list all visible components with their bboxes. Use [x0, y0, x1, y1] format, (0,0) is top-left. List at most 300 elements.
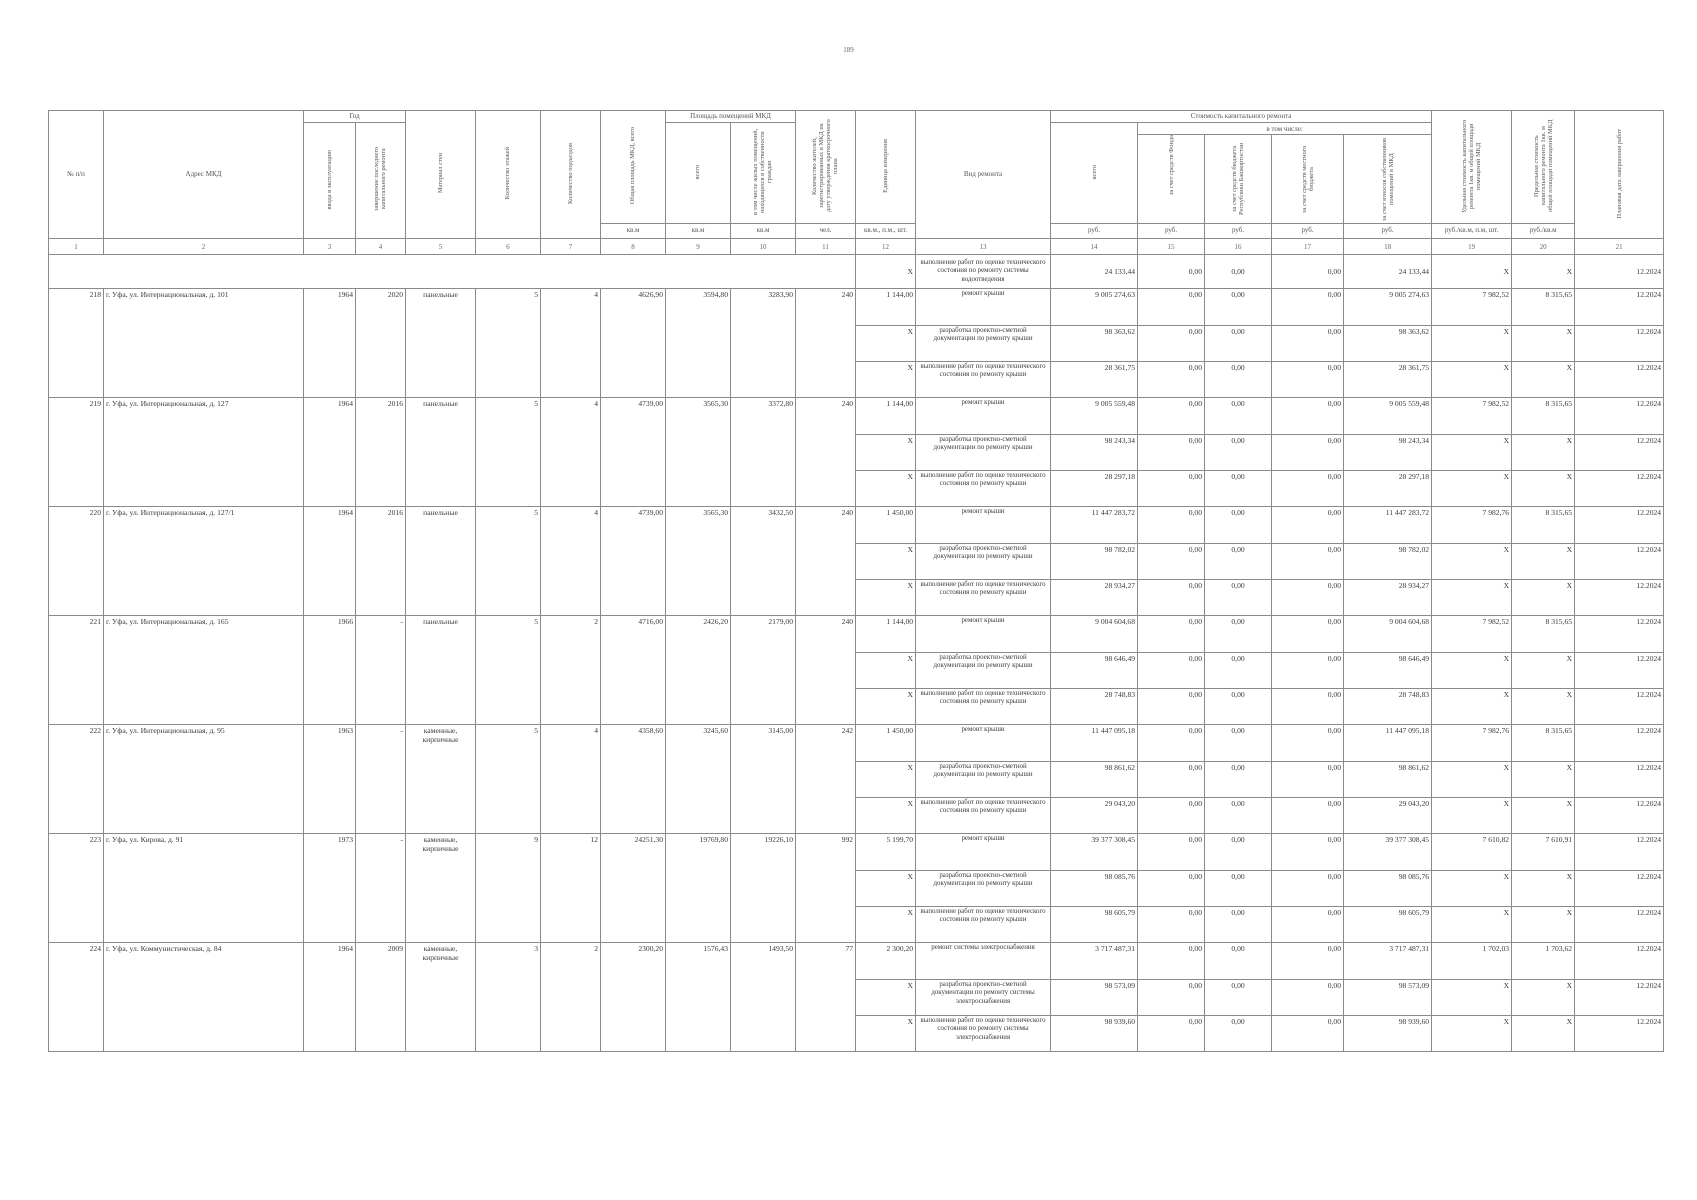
unit-residents: чел.	[796, 224, 856, 239]
cell-cost-republic: 0,00	[1205, 507, 1272, 544]
cell-limit-cost: X	[1512, 580, 1575, 616]
cell-cost-total: 98 085,76	[1051, 871, 1138, 907]
cell-deadline: 12.2024	[1575, 871, 1664, 907]
cell-cost-fund: 0,00	[1138, 255, 1205, 289]
cell-no: 221	[49, 616, 104, 725]
header-address: Адрес МКД	[104, 111, 304, 239]
cell-deadline: 12.2024	[1575, 435, 1664, 471]
cell-work: ремонт крыши	[916, 616, 1051, 653]
header-residents: Количество жителей, зарегистрированных в МКД на дату утверждения краткосрочного плана	[796, 111, 856, 224]
cell-cost-owners: 98 782,02	[1344, 544, 1432, 580]
cell-deadline: 12.2024	[1575, 255, 1664, 289]
cell-deadline: 12.2024	[1575, 653, 1664, 689]
table-row	[49, 725, 1664, 762]
cell-limit-cost: X	[1512, 326, 1575, 362]
cell-year-built: 1973	[304, 834, 356, 943]
cell-cost-local: 0,00	[1272, 471, 1344, 507]
cell-cost-republic: 0,00	[1205, 762, 1272, 798]
cell-cost-fund: 0,00	[1138, 725, 1205, 762]
cell-address: г. Уфа, ул. Интернациональная, д. 165	[104, 616, 304, 725]
cell-cost-fund: 0,00	[1138, 1016, 1205, 1052]
cell-cost-owners: 28 748,83	[1344, 689, 1432, 725]
unit-premises-total: кв.м	[666, 224, 731, 239]
cell-limit-cost: X	[1512, 980, 1575, 1016]
header-cost-republic: за счет средств бюджета Республики Башкортостан	[1205, 135, 1272, 223]
cell-work: выполнение работ по оценке технического состояния по ремонту крыши	[916, 907, 1051, 943]
cell-unit: X	[856, 580, 916, 616]
cell-premises-owned: 3283,90	[731, 289, 796, 398]
column-number: 12	[856, 239, 916, 255]
cell-limit-cost: 8 315,65	[1512, 398, 1575, 435]
cell-floors: 3	[476, 943, 541, 1052]
header-premises-total: всего	[666, 123, 731, 224]
header-cost-incl-block	[1138, 123, 1432, 224]
cell-cost-fund: 0,00	[1138, 544, 1205, 580]
header-no: № п/п	[49, 111, 104, 239]
cell-floors: 9	[476, 834, 541, 943]
cell-work: ремонт системы электроснабжения	[916, 943, 1051, 980]
cell-entrances: 4	[541, 725, 601, 834]
cell-cost-local: 0,00	[1272, 980, 1344, 1016]
unit-limit-cost: руб./кв.м	[1512, 224, 1575, 239]
building-group	[49, 943, 1664, 1052]
cell-cost-total: 98 573,09	[1051, 980, 1138, 1016]
cell-cost-republic: 0,00	[1205, 689, 1272, 725]
cell-cost-fund: 0,00	[1138, 471, 1205, 507]
column-number: 7	[541, 239, 601, 255]
cell-unit-cost: X	[1432, 871, 1512, 907]
cell-premises-total: 3565,30	[666, 398, 731, 507]
cell-cost-owners: 98 243,34	[1344, 435, 1432, 471]
cell-cost-local: 0,00	[1272, 326, 1344, 362]
cell-cost-local: 0,00	[1272, 289, 1344, 326]
header-premises-group: Площадь помещений МКД	[666, 111, 796, 123]
unit-total-area: кв.м	[601, 224, 666, 239]
cell-work: выполнение работ по оценке технического состояния по ремонту системы электроснабжения	[916, 1016, 1051, 1052]
header-year-last-repair: завершение последнего капитального ремонта	[356, 123, 406, 239]
cell-limit-cost: X	[1512, 1016, 1575, 1052]
column-number: 6	[476, 239, 541, 255]
cell-total-area: 2300,20	[601, 943, 666, 1052]
cell-cost-total: 28 748,83	[1051, 689, 1138, 725]
cell-cost-republic: 0,00	[1205, 435, 1272, 471]
cell-address: г. Уфа, ул. Коммунистическая, д. 84	[104, 943, 304, 1052]
cell-year-repair: 2009	[356, 943, 406, 1052]
cell-cost-local: 0,00	[1272, 507, 1344, 544]
building-group	[49, 289, 1664, 398]
unit-measure: кв.м., п.м., шт.	[856, 224, 916, 239]
cell-work: разработка проектно-сметной документации по ремонту системы электроснабжения	[916, 980, 1051, 1016]
building-group	[49, 507, 1664, 616]
cell-cost-local: 0,00	[1272, 544, 1344, 580]
unit-cost-total: руб.	[1051, 224, 1138, 239]
cell-cost-fund: 0,00	[1138, 762, 1205, 798]
cell-premises-owned: 3432,50	[731, 507, 796, 616]
cell-cost-fund: 0,00	[1138, 798, 1205, 834]
cell-cost-fund: 0,00	[1138, 289, 1205, 326]
cell-year-built: 1963	[304, 725, 356, 834]
cell-cost-republic: 0,00	[1205, 580, 1272, 616]
cell-unit: X	[856, 980, 916, 1016]
cell-cost-fund: 0,00	[1138, 834, 1205, 871]
continuation-row	[49, 255, 1664, 289]
column-number: 19	[1432, 239, 1512, 255]
cell-no: 222	[49, 725, 104, 834]
cell-premises-owned: 2179,00	[731, 616, 796, 725]
cell-unit: 1 144,00	[856, 398, 916, 435]
cell-cost-fund: 0,00	[1138, 507, 1205, 544]
unit-cost-republic: руб.	[1205, 224, 1272, 239]
cell-work: выполнение работ по оценке технического состояния по ремонту крыши	[916, 580, 1051, 616]
cell-cost-fund: 0,00	[1138, 435, 1205, 471]
header-unit-cost: Удельная стоимость капитального ремонта 1кв. м общей площади помещений МКД	[1432, 111, 1512, 224]
cell-premises-owned: 19226,10	[731, 834, 796, 943]
cell-unit-cost: 1 702,03	[1432, 943, 1512, 980]
cell-cost-owners: 28 297,18	[1344, 471, 1432, 507]
header-cost-total: всего	[1051, 123, 1138, 224]
cell-cost-local: 0,00	[1272, 689, 1344, 725]
cell-cost-owners: 98 573,09	[1344, 980, 1432, 1016]
cell-cost-owners: 98 646,49	[1344, 653, 1432, 689]
cell-limit-cost: X	[1512, 689, 1575, 725]
cell-unit: X	[856, 362, 916, 398]
cell-unit-cost: 7 982,52	[1432, 398, 1512, 435]
continuation-blank	[49, 255, 856, 289]
cell-cost-local: 0,00	[1272, 580, 1344, 616]
cell-address: г. Уфа, ул. Интернациональная, д. 95	[104, 725, 304, 834]
cell-limit-cost: X	[1512, 544, 1575, 580]
cell-total-area: 4716,00	[601, 616, 666, 725]
cell-deadline: 12.2024	[1575, 689, 1664, 725]
cell-deadline: 12.2024	[1575, 471, 1664, 507]
table-row	[49, 289, 1664, 326]
header-unit: Единица измерения	[856, 111, 916, 224]
cell-wall-material: панельные	[406, 289, 476, 398]
cell-limit-cost: 1 703,62	[1512, 943, 1575, 980]
cell-deadline: 12.2024	[1575, 507, 1664, 544]
cell-work: ремонт крыши	[916, 398, 1051, 435]
cell-cost-fund: 0,00	[1138, 326, 1205, 362]
cell-cost-republic: 0,00	[1205, 544, 1272, 580]
cell-cost-owners: 24 133,44	[1344, 255, 1432, 289]
cell-deadline: 12.2024	[1575, 798, 1664, 834]
cell-premises-total: 2426,20	[666, 616, 731, 725]
column-number: 13	[916, 239, 1051, 255]
cell-premises-total: 19769,80	[666, 834, 731, 943]
cell-no: 220	[49, 507, 104, 616]
cell-total-area: 4626,90	[601, 289, 666, 398]
cell-cost-republic: 0,00	[1205, 653, 1272, 689]
cell-cost-owners: 9 004 604,68	[1344, 616, 1432, 653]
cell-premises-total: 3594,80	[666, 289, 731, 398]
cell-cost-republic: 0,00	[1205, 834, 1272, 871]
cell-unit-cost: X	[1432, 326, 1512, 362]
cell-year-repair: -	[356, 725, 406, 834]
table-row	[49, 943, 1664, 980]
header-work-type: Вид ремонта	[916, 111, 1051, 239]
cell-work: разработка проектно-сметной документации по ремонту крыши	[916, 653, 1051, 689]
cell-cost-local: 0,00	[1272, 1016, 1344, 1052]
cell-deadline: 12.2024	[1575, 762, 1664, 798]
cell-unit: X	[856, 255, 916, 289]
cell-cost-fund: 0,00	[1138, 653, 1205, 689]
cell-residents: 992	[796, 834, 856, 943]
cell-unit: X	[856, 907, 916, 943]
cell-cost-fund: 0,00	[1138, 398, 1205, 435]
cell-unit-cost: X	[1432, 544, 1512, 580]
cell-work: выполнение работ по оценке технического состояния по ремонту крыши	[916, 362, 1051, 398]
building-group	[49, 834, 1664, 943]
cell-premises-owned: 3372,80	[731, 398, 796, 507]
cell-unit: 1 450,00	[856, 507, 916, 544]
cell-cost-republic: 0,00	[1205, 326, 1272, 362]
cell-deadline: 12.2024	[1575, 616, 1664, 653]
cell-floors: 5	[476, 507, 541, 616]
cell-cost-republic: 0,00	[1205, 798, 1272, 834]
cell-work: разработка проектно-сметной документации по ремонту крыши	[916, 435, 1051, 471]
cell-limit-cost: X	[1512, 435, 1575, 471]
unit-unit-cost: руб./кв.м, п.м, шт.	[1432, 224, 1512, 239]
cell-cost-total: 29 043,20	[1051, 798, 1138, 834]
cell-unit: 1 450,00	[856, 725, 916, 762]
cell-unit-cost: 7 982,52	[1432, 289, 1512, 326]
cell-unit: 1 144,00	[856, 289, 916, 326]
column-number: 21	[1575, 239, 1664, 255]
cell-premises-owned: 1493,50	[731, 943, 796, 1052]
header-cost-local: за счет средств местного бюджета	[1272, 135, 1344, 223]
cell-cost-local: 0,00	[1272, 907, 1344, 943]
cell-cost-republic: 0,00	[1205, 725, 1272, 762]
cell-cost-republic: 0,00	[1205, 943, 1272, 980]
cell-cost-fund: 0,00	[1138, 907, 1205, 943]
header-cost-owners: за счет взносов собственников помещений в МКД	[1380, 136, 1395, 221]
cell-work: выполнение работ по оценке технического состояния по ремонту крыши	[916, 798, 1051, 834]
cell-work: ремонт крыши	[916, 725, 1051, 762]
cell-year-built: 1966	[304, 616, 356, 725]
header-premises-owned: в том числе жилых помещений, находящихся в собственности граждан	[731, 123, 796, 224]
cell-cost-fund: 0,00	[1138, 689, 1205, 725]
column-number: 20	[1512, 239, 1575, 255]
cell-residents: 240	[796, 616, 856, 725]
header-limit-cost: Предельная стоимость капитального ремонта 1кв. м общей площади помещений МКД	[1512, 111, 1575, 224]
cell-work: ремонт крыши	[916, 289, 1051, 326]
cell-cost-owners: 39 377 308,45	[1344, 834, 1432, 871]
column-number: 11	[796, 239, 856, 255]
cell-limit-cost: 8 315,65	[1512, 507, 1575, 544]
cell-residents: 77	[796, 943, 856, 1052]
header-total-area: Общая площадь МКД, всего	[601, 111, 666, 224]
cell-cost-owners: 98 861,62	[1344, 762, 1432, 798]
cell-cost-owners: 9 005 559,48	[1344, 398, 1432, 435]
cell-cost-local: 0,00	[1272, 762, 1344, 798]
cell-work: ремонт крыши	[916, 834, 1051, 871]
cell-cost-republic: 0,00	[1205, 1016, 1272, 1052]
cell-cost-fund: 0,00	[1138, 943, 1205, 980]
cell-cost-fund: 0,00	[1138, 871, 1205, 907]
cell-cost-republic: 0,00	[1205, 471, 1272, 507]
column-number: 2	[104, 239, 304, 255]
cell-deadline: 12.2024	[1575, 326, 1664, 362]
cell-year-built: 1964	[304, 289, 356, 398]
cell-cost-owners: 98 363,62	[1344, 326, 1432, 362]
cell-cost-owners: 98 605,79	[1344, 907, 1432, 943]
cell-unit: X	[856, 689, 916, 725]
capital-repair-register	[48, 110, 1664, 1052]
column-number: 9	[666, 239, 731, 255]
column-number: 4	[356, 239, 406, 255]
column-number: 1	[49, 239, 104, 255]
cell-limit-cost: X	[1512, 255, 1575, 289]
table-row	[49, 834, 1664, 871]
cell-cost-republic: 0,00	[1205, 871, 1272, 907]
header-year-group: Год	[304, 111, 406, 123]
cell-wall-material: каменные, кирпичные	[406, 943, 476, 1052]
column-number: 15	[1138, 239, 1205, 255]
cell-cost-republic: 0,00	[1205, 398, 1272, 435]
cell-cost-owners: 98 939,60	[1344, 1016, 1432, 1052]
cell-floors: 5	[476, 289, 541, 398]
header-cost-group: Стоимость капитального ремонта	[1051, 111, 1432, 123]
cell-limit-cost: X	[1512, 798, 1575, 834]
unit-cost-owners: руб.	[1344, 224, 1432, 239]
cell-cost-total: 98 861,62	[1051, 762, 1138, 798]
cell-cost-local: 0,00	[1272, 616, 1344, 653]
column-number: 16	[1205, 239, 1272, 255]
cell-limit-cost: X	[1512, 907, 1575, 943]
cell-unit: X	[856, 762, 916, 798]
cell-unit: 5 199,70	[856, 834, 916, 871]
cell-cost-total: 98 782,02	[1051, 544, 1138, 580]
cell-premises-total: 3565,30	[666, 507, 731, 616]
header-cost-incl: в том числе:	[1138, 124, 1431, 135]
cell-deadline: 12.2024	[1575, 943, 1664, 980]
cell-premises-total: 3245,60	[666, 725, 731, 834]
column-numbers-row	[49, 239, 1664, 255]
cell-cost-local: 0,00	[1272, 653, 1344, 689]
cell-limit-cost: X	[1512, 471, 1575, 507]
cell-limit-cost: X	[1512, 653, 1575, 689]
cell-unit: X	[856, 471, 916, 507]
cell-cost-total: 39 377 308,45	[1051, 834, 1138, 871]
cell-unit: X	[856, 326, 916, 362]
cell-floors: 5	[476, 616, 541, 725]
cell-cost-owners: 11 447 095,18	[1344, 725, 1432, 762]
cell-cost-fund: 0,00	[1138, 616, 1205, 653]
cell-unit-cost: X	[1432, 798, 1512, 834]
cell-cost-owners: 28 934,27	[1344, 580, 1432, 616]
cell-address: г. Уфа, ул. Интернациональная, д. 127/1	[104, 507, 304, 616]
cell-work: ремонт крыши	[916, 507, 1051, 544]
cell-total-area: 4739,00	[601, 507, 666, 616]
table-row	[49, 507, 1664, 544]
header-deadline: Плановая дата завершения работ	[1575, 111, 1664, 239]
cell-no: 219	[49, 398, 104, 507]
cell-address: г. Уфа, ул. Кирова, д. 91	[104, 834, 304, 943]
unit-cost-fund: руб.	[1138, 224, 1205, 239]
cell-unit: X	[856, 435, 916, 471]
cell-deadline: 12.2024	[1575, 907, 1664, 943]
column-number: 17	[1272, 239, 1344, 255]
cell-cost-local: 0,00	[1272, 871, 1344, 907]
cell-total-area: 4739,00	[601, 398, 666, 507]
cell-limit-cost: 8 315,65	[1512, 289, 1575, 326]
cell-total-area: 4358,60	[601, 725, 666, 834]
cell-no: 223	[49, 834, 104, 943]
cell-limit-cost: 8 315,65	[1512, 616, 1575, 653]
cell-entrances: 4	[541, 507, 601, 616]
cell-deadline: 12.2024	[1575, 980, 1664, 1016]
cell-unit-cost: 7 982,76	[1432, 507, 1512, 544]
cell-cost-total: 9 005 559,48	[1051, 398, 1138, 435]
cell-residents: 242	[796, 725, 856, 834]
cell-unit: 1 144,00	[856, 616, 916, 653]
cell-cost-local: 0,00	[1272, 725, 1344, 762]
cell-cost-fund: 0,00	[1138, 580, 1205, 616]
unit-premises-owned: кв.м	[731, 224, 796, 239]
cell-unit-cost: 7 982,76	[1432, 725, 1512, 762]
cell-cost-republic: 0,00	[1205, 255, 1272, 289]
cell-unit-cost: X	[1432, 762, 1512, 798]
cell-year-repair: 2016	[356, 398, 406, 507]
cell-cost-total: 9 004 604,68	[1051, 616, 1138, 653]
cell-cost-total: 98 939,60	[1051, 1016, 1138, 1052]
cell-unit-cost: X	[1432, 1016, 1512, 1052]
cell-unit-cost: 7 982,52	[1432, 616, 1512, 653]
cell-deadline: 12.2024	[1575, 289, 1664, 326]
cell-residents: 240	[796, 289, 856, 398]
cell-cost-total: 11 447 095,18	[1051, 725, 1138, 762]
cell-deadline: 12.2024	[1575, 398, 1664, 435]
cell-unit-cost: X	[1432, 980, 1512, 1016]
cell-work: выполнение работ по оценке технического состояния по ремонту крыши	[916, 689, 1051, 725]
cell-cost-local: 0,00	[1272, 435, 1344, 471]
cell-total-area: 24251,30	[601, 834, 666, 943]
table-row	[49, 616, 1664, 653]
header-floors: Количество этажей	[476, 111, 541, 239]
cell-cost-owners: 11 447 283,72	[1344, 507, 1432, 544]
building-group	[49, 398, 1664, 507]
cell-cost-local: 0,00	[1272, 943, 1344, 980]
building-group	[49, 725, 1664, 834]
header-wall-material: Материал стен	[406, 111, 476, 239]
cell-cost-republic: 0,00	[1205, 980, 1272, 1016]
cell-work: разработка проектно-сметной документации по ремонту крыши	[916, 326, 1051, 362]
cell-limit-cost: X	[1512, 871, 1575, 907]
cell-premises-owned: 3145,00	[731, 725, 796, 834]
cell-no: 218	[49, 289, 104, 398]
cell-wall-material: каменные, кирпичные	[406, 834, 476, 943]
cell-cost-fund: 0,00	[1138, 980, 1205, 1016]
cell-year-repair: 2016	[356, 507, 406, 616]
cell-cost-total: 98 243,34	[1051, 435, 1138, 471]
cell-floors: 5	[476, 398, 541, 507]
cell-year-repair: -	[356, 616, 406, 725]
cell-cost-total: 28 361,75	[1051, 362, 1138, 398]
cell-cost-fund: 0,00	[1138, 362, 1205, 398]
cell-cost-owners: 98 085,76	[1344, 871, 1432, 907]
cell-year-built: 1964	[304, 943, 356, 1052]
cell-cost-total: 3 717 487,31	[1051, 943, 1138, 980]
cell-unit: X	[856, 1016, 916, 1052]
cell-cost-republic: 0,00	[1205, 362, 1272, 398]
cell-deadline: 12.2024	[1575, 362, 1664, 398]
column-number: 5	[406, 239, 476, 255]
cell-cost-local: 0,00	[1272, 398, 1344, 435]
cell-entrances: 2	[541, 616, 601, 725]
cell-address: г. Уфа, ул. Интернациональная, д. 127	[104, 398, 304, 507]
table-row	[49, 398, 1664, 435]
cell-residents: 240	[796, 398, 856, 507]
